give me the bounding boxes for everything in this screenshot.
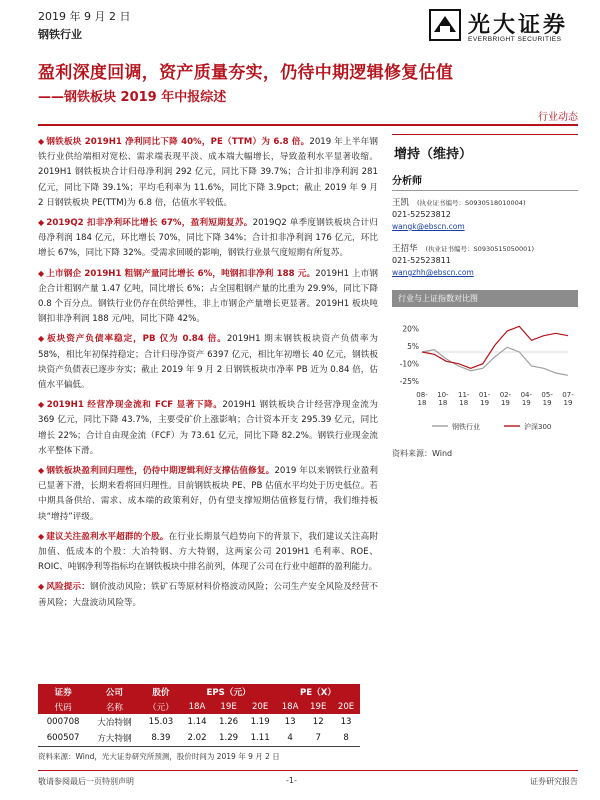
- rating-label: 增持（维持）: [394, 147, 473, 162]
- legend-label: 钢铁行业: [452, 423, 480, 431]
- chart-title: 行业与上证指数对比图: [392, 290, 578, 307]
- report-date: 2019 年 9 月 2 日: [38, 10, 131, 23]
- table-header: 20E: [332, 699, 360, 714]
- summary-paragraph: ◆ 板块资产负债率稳定，PB 仅为 0.84 倍。2019H1 期末钢铁板块资产负债率为 58%，相比年初保持稳定；合计归母净资产 6397 亿元，相比年初增长 40 亿元，钢铁板块资产负债表已逐步夯实；截止 2019 年 9 月 2 日钢铁板块市净率 PB 近为 0.84 倍，估值水平偏低。: [38, 334, 379, 391]
- y-tick-label: -10%: [399, 359, 419, 369]
- summary-paragraph: ◆ 2019Q2 扣非净利环比增长 67%，盈利短期复苏。2019Q2 单季度钢铁板块合计归母净利润 184 亿元，环比增长 70%，同比下降 34%；合计扣非净利润 176 亿元，环比增长 67%，同比下降 32%。受需求回暖的影响，钢铁行业景气度短期有所复苏。: [38, 218, 378, 259]
- x-tick-label: 04-19: [520, 391, 533, 407]
- logo-text-en: EVERBRIGHT SECURITIES: [468, 36, 562, 43]
- series-line: [422, 347, 568, 375]
- report-type-tag: 行业动态: [538, 112, 578, 123]
- chart-source: 资料来源：Wind: [392, 449, 453, 458]
- table-header: 证券: [38, 684, 88, 699]
- logo-mark-icon: [428, 8, 462, 42]
- analyst-heading: 分析师: [392, 172, 578, 191]
- report-title: 盈利深度回调，资产质量夯实，仍待中期逻辑修复估值: [38, 63, 454, 83]
- summary-body: [38, 134, 378, 615]
- summary-paragraph: ◆ 钢铁板块盈利回归理性，仍待中期逻辑利好支撑估值修复。2019 年以来钢铁行业盈利已显著下滑，长期来看将回归理性。目前钢铁板块 PE、PB 估值水平均处于历史低位。若中期具备供给、需求、成本端的政策利好，仍有望支撑短期估值修复行情，我们维持板块“增持”评级。: [38, 466, 378, 522]
- chart-plot: [392, 307, 578, 440]
- bullet-icon: ◆: [38, 531, 45, 541]
- logo-text-cn: 光大证券: [468, 12, 569, 38]
- rating-divider: [392, 134, 578, 135]
- analyst-card: 王凯 (执业证书编号：S0930518010004) 021-52523812 wangk@ebscn.com: [392, 197, 578, 233]
- forecast-table-wrap: [38, 684, 360, 762]
- table-header: 18A: [181, 699, 213, 714]
- table-header: 股价: [141, 684, 182, 699]
- forecast-table: [38, 684, 360, 747]
- title-divider: [38, 124, 578, 126]
- bullet-icon: ◆: [38, 137, 45, 146]
- x-tick-label: 05-19: [541, 391, 553, 407]
- bullet-icon: ◆: [38, 466, 45, 476]
- summary-paragraph: ◆ 建议关注盈利水平超群的个股。在行业长期景气趋势向下的背景下，我们建议关注高附加值、低成本的个股：大冶特钢、方大特钢，这两家公司 2019H1 毛利率、ROE、ROIC、吨钢净利等指标均在钢铁板块中排名前列，体现了公司在行业中超群的盈利能力。: [38, 531, 378, 573]
- footer-doc-type: 证券研究报告: [530, 777, 578, 786]
- table-header: 20E: [244, 699, 276, 714]
- bullet-icon: ◆: [38, 268, 45, 278]
- report-subtitle: ——钢铁板块 2019 年中报综述: [38, 90, 227, 105]
- table-row: 600507 方大特钢 8.39 2.02 1.29 1.11 4 7 8: [38, 730, 360, 746]
- y-tick-label: 20%: [402, 324, 419, 334]
- analyst-card: 王招华 (执业证书编号：S0930515050001) 021-52523811 wangzhh@ebscn.com: [392, 243, 578, 279]
- table-row: 000708 大冶特钢 15.03 1.14 1.26 1.19 13 12 13: [46, 717, 352, 728]
- table-note: 资料来源：Wind，光大证券研究所预测，股价时间为 2019 年 9 月 2 日: [38, 751, 280, 761]
- x-tick-label: 08-18: [416, 391, 428, 407]
- industry-label: 钢铁行业: [38, 28, 82, 41]
- page-number: -1-: [286, 776, 297, 785]
- table-header: 19E: [213, 699, 245, 714]
- table-header: 19E: [304, 699, 332, 714]
- y-tick-label: -25%: [399, 377, 419, 387]
- analyst-email-link[interactable]: wangzhh@ebscn.com: [392, 268, 474, 277]
- company-logo: [428, 6, 578, 50]
- comparison-chart: [392, 290, 578, 440]
- series-line: [422, 326, 568, 368]
- bullet-icon: ◆: [38, 218, 45, 228]
- table-header: EPS（元）: [181, 684, 276, 699]
- analyst-email-link[interactable]: wangk@ebscn.com: [392, 222, 465, 231]
- x-tick-label: 07-19: [562, 391, 574, 407]
- bullet-icon: ◆: [38, 400, 45, 410]
- footer-divider: [38, 770, 578, 771]
- table-header: 18A: [276, 699, 304, 714]
- footer-disclaimer: 敬请参阅最后一页特别声明: [38, 777, 134, 786]
- summary-paragraph: ◆ 2019H1 经营净现金流和 FCF 显著下降。2019H1 钢铁板块合计经营净现金流为 369 亿元，同比下降 43.7%，主要受矿价上涨影响；合计资本开支 295.39 亿元，同比增长 22%；合计自由现金流（FCF）为 73.61 亿元，同比下降 82.2%。钢铁行业现金流水平整体下滑。: [38, 400, 378, 456]
- table-header: 代码: [38, 699, 88, 714]
- legend-label: 沪深300: [524, 423, 552, 431]
- bullet-icon: ◆: [38, 582, 45, 592]
- x-tick-label: 02-19: [499, 391, 512, 407]
- x-tick-label: 10-18: [437, 391, 449, 407]
- sidebar: [392, 134, 578, 289]
- y-tick-label: 5%: [407, 342, 419, 352]
- x-tick-label: 11-18: [457, 391, 470, 407]
- summary-paragraph: ◆ 上市钢企 2019H1 粗钢产量同比增长 6%，吨钢扣非净利 188 元。2019H1 上市钢企合计粗钢产量 1.47 亿吨，同比增长 6%；占全国粗钢产量的比重为 29.9%，同比下降 0.8 个百分点。钢铁行业仍存在供给弹性，非上市钢企产量增长更显著。2019H1 板块吨钢扣非净利润 188 元/吨，同比下降 42%。: [38, 268, 378, 325]
- bullet-icon: ◆: [38, 334, 46, 344]
- table-header: PE（X）: [276, 684, 360, 699]
- x-tick-label: 01-19: [478, 391, 491, 407]
- table-header: 名称: [88, 699, 140, 714]
- table-header: 公司: [88, 684, 140, 699]
- table-header: （元）: [141, 699, 182, 714]
- risk-paragraph: ◆ 风险提示：钢价波动风险；铁矿石等原材料价格波动风险；公司生产安全风险及经营不善风险；大盘波动风险等。: [38, 582, 378, 608]
- summary-paragraph: ◆ 钢铁板块 2019H1 净利同比下降 40%，PE（TTM）为 6.8 倍。2019 年上半年钢铁行业供给端相对宽松、需求端表现平淡、成本端大幅增长，导致盈利水平显著收缩。2019H1 钢铁板块合计归母净利润 292 亿元，同比下降 39.7%；合计扣非净利润 281 亿元，同比下降 39.1%；平均毛利率为 11.6%，同比下降 3.9pct；截止 2019 年 9 月 2 日钢铁板块 PE(TTM)为 6.8 倍，估值水平较低。: [38, 137, 378, 208]
